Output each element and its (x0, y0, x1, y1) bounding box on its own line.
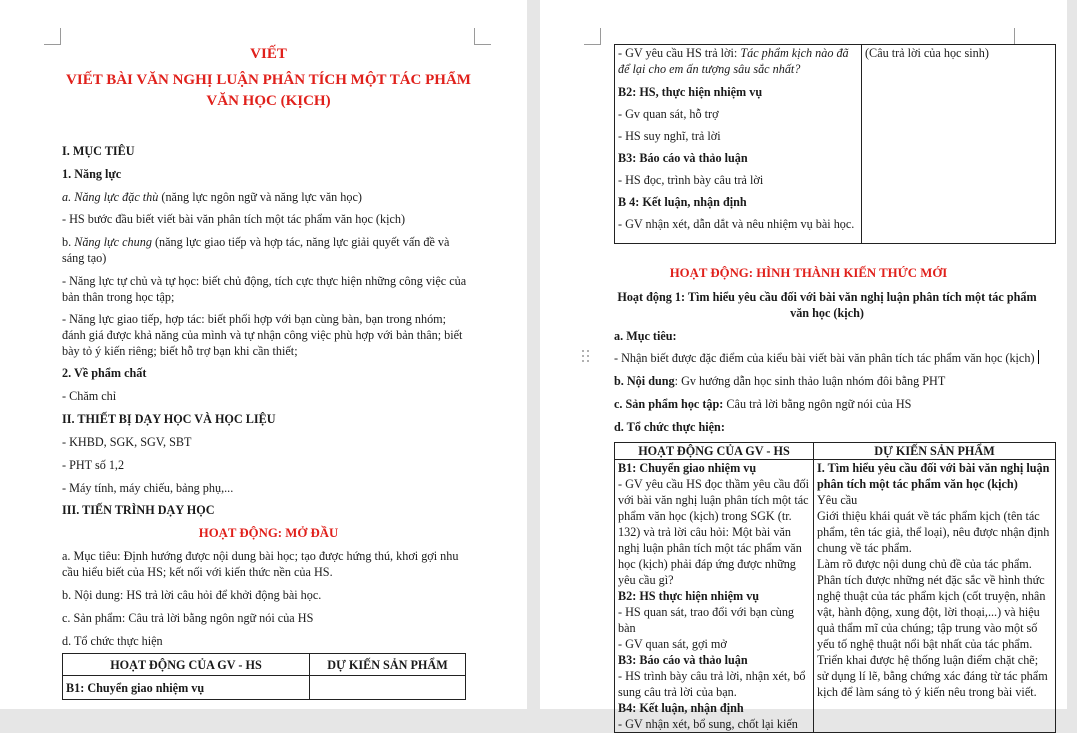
activity-heading-warmup: HOẠT ĐỘNG: MỞ ĐẦU (198, 526, 339, 540)
doc-title-line1: VIẾT (250, 46, 287, 62)
drag-handle-icon[interactable] (582, 350, 590, 364)
text-cursor (1038, 350, 1040, 364)
requirement-line: Phân tích được những nét đặc sắc về hình thức nghệ thuật của tác phẩm kịch (cốt truyện, nhân vật, hành động, xung đột, lời thoại,...) và hiệu quả thẩm mĩ của chúng; tập trung vào một số yếu tố nghệ thuật nổi bật nhất của tác phẩm. (817, 573, 1046, 651)
table-header-product: DỰ KIẾN SẢN PHẨM (310, 654, 466, 676)
specific-competence-label: a. Năng lực đặc thù (62, 190, 159, 204)
table-cell-empty (310, 676, 466, 700)
step-line: B1: Chuyển giao nhiệm vụ (618, 461, 757, 475)
step-line: B4: Kết luận, nhận định (618, 701, 744, 715)
product-line (614, 396, 911, 412)
requirement-line: Giới thiệu khái quát về tác phẩm kịch (tên tác phẩm, tên tác giả, thể loại), nêu được nhận định chung về tác phẩm. (817, 509, 1050, 555)
general-competence-text: (năng lực giao tiếp và hợp tác, năng lực giải quyết vấn đề và sáng tạo) (62, 235, 450, 265)
doc-title-line2: VIẾT BÀI VĂN NGHỊ LUẬN PHÂN TÍCH MỘT TÁC PHẨM (66, 72, 471, 88)
specific-competence-text: (năng lực ngôn ngữ và năng lực văn học) (158, 190, 362, 204)
table-cell-activity (615, 45, 862, 244)
step4-heading: B 4: Kết luận, nhận định (618, 195, 747, 209)
table-row-step1: B1: Chuyển giao nhiệm vụ (63, 676, 310, 700)
new-knowledge-table (614, 442, 1056, 733)
crop-mark-top-right (474, 28, 491, 45)
subsection-qualities: 2. Về phẩm chất (62, 366, 147, 380)
crop-mark-top-left (584, 28, 601, 45)
general-competence-item-1: - Năng lực tự chủ và tự học: biết chủ động, tích cực thực hiện những công việc của bản thân trong học tập; (62, 274, 467, 304)
content-text: : Gv hướng dẫn học sinh thảo luận nhóm đôi bằng PHT (674, 374, 946, 388)
table-cell-steps (615, 460, 814, 733)
activity-1-title: Hoạt động 1: Tìm hiểu yêu cầu đối với bài văn nghị luận phân tích một tác phẩm văn học (kịch) (617, 290, 1037, 320)
goal-item-text: - Nhận biết được đặc điểm của kiểu bài viết bài văn phân tích tác phẩm văn học (kịch) (614, 351, 1035, 365)
specific-competence-item: - HS bước đầu biết viết bài văn phân tích một tác phẩm văn học (kịch) (62, 212, 406, 226)
step-line: - GV yêu cầu HS đọc thầm yêu cầu đối với bài văn nghị luận phân tích một tác phẩm văn học (kịch) trong SGK (tr. 132) và trả lời câu hỏi: Một bài văn nghị luận phân tích một tác phẩm văn học (kịch) phải đáp ứng được những yêu cầu gì? (618, 477, 810, 587)
table-cell-answer: (Câu trả lời của học sinh) (862, 45, 1056, 244)
goal-item (614, 350, 1039, 366)
content-line (614, 373, 945, 389)
goal-heading: a. Mục tiêu: (614, 329, 677, 343)
section-procedure: III. TIẾN TRÌNH DẠY HỌC (62, 503, 215, 517)
warmup-table (62, 653, 466, 700)
requirement-line: I. Tìm hiểu yêu cầu đối với bài văn nghị luận phân tích một tác phẩm văn học (kịch) (817, 461, 1050, 491)
question-line (618, 45, 858, 77)
organization-heading: d. Tổ chức thực hiện: (614, 420, 725, 434)
question-prefix: - GV yêu cầu HS trả lời: (618, 46, 741, 60)
step4-item: - GV nhận xét, dẫn dắt và nêu nhiệm vụ bài học. (618, 217, 855, 231)
step-line: - GV nhận xét, bổ sung, chốt lại kiến (618, 717, 798, 731)
subsection-competence: 1. Năng lực (62, 167, 122, 181)
warmup-table-continued (614, 44, 1056, 244)
section-equipment: II. THIẾT BỊ DẠY HỌC VÀ HỌC LIỆU (62, 412, 276, 426)
general-competence-item-2: - Năng lực giao tiếp, hợp tác: biết phối hợp với bạn cùng bàn, bạn trong nhóm; đánh giá được khả năng của mình và tự nhận công việc phù hợp với bản thân; biết bày tỏ ý kiến riêng; biết hỗ trợ bạn khi cần thiết; (62, 312, 463, 358)
product-text: Câu trả lời bằng ngôn ngữ nói của HS (723, 397, 912, 411)
content-label: b. Nội dung (614, 374, 675, 388)
general-competence (62, 234, 470, 266)
section-objectives: I. MỤC TIÊU (62, 144, 135, 158)
requirement-line: Yêu cầu (817, 493, 858, 507)
question-text: Tác phẩm kịch nào đã để lại cho em ấn tượng sâu sắc nhất? (618, 46, 849, 76)
step2-heading: B2: HS, thực hiện nhiệm vụ (618, 85, 763, 99)
step-line: - GV quan sát, gợi mở (618, 637, 727, 651)
crop-mark-top-right (1014, 28, 1031, 45)
qualities-item: - Chăm chỉ (62, 389, 117, 403)
general-competence-prefix: b. (62, 235, 75, 249)
general-competence-label: Năng lực chung (74, 235, 152, 249)
document-page-2 (540, 0, 1067, 731)
step-line: B3: Báo cáo và thảo luận (618, 653, 748, 667)
warmup-organization: d. Tổ chức thực hiện (62, 634, 163, 648)
step3-heading: B3: Báo cáo và thảo luận (618, 151, 748, 165)
equipment-item-2: - PHT số 1,2 (62, 458, 125, 472)
table-header-activity: HOẠT ĐỘNG CỦA GV - HS (615, 443, 814, 460)
specific-competence (62, 189, 362, 205)
equipment-item-3: - Máy tính, máy chiếu, bảng phụ,... (62, 481, 234, 495)
requirement-line: Làm rõ được nội dung chủ đề của tác phẩm. (817, 557, 1032, 571)
table-cell-requirements (814, 460, 1056, 733)
crop-mark-top-left (44, 28, 61, 45)
warmup-content: b. Nội dung: HS trả lời câu hỏi để khởi động bài học. (62, 588, 322, 602)
table-header-activity: HOẠT ĐỘNG CỦA GV - HS (63, 654, 310, 676)
step-line: - HS quan sát, trao đổi với bạn cùng bàn (618, 605, 795, 635)
warmup-product: c. Sản phẩm: Câu trả lời bằng ngôn ngữ nói của HS (62, 611, 314, 625)
step-line: B2: HS thực hiện nhiệm vụ (618, 589, 760, 603)
document-page-1 (0, 0, 527, 709)
doc-title-line3: VĂN HỌC (KỊCH) (206, 93, 331, 109)
table-header-product: DỰ KIẾN SẢN PHẨM (814, 443, 1056, 460)
step2-item-2: - HS suy nghĩ, trả lời (618, 129, 721, 143)
product-label: c. Sản phẩm học tập: (614, 397, 724, 411)
equipment-item-1: - KHBD, SGK, SGV, SBT (62, 435, 192, 449)
warmup-goal: a. Mục tiêu: Định hướng được nội dung bài học; tạo được hứng thú, khơi gợi nhu cầu hiểu biết của HS; kết nối với kiến thức nền của HS. (62, 549, 459, 579)
step2-item-1: - Gv quan sát, hỗ trợ (618, 107, 719, 121)
requirement-line: Triển khai được hệ thống luận điểm chặt chẽ; sử dụng lí lẽ, bằng chứng xác đáng từ tác phẩm kịch để làm sáng tỏ ý kiến nêu trong bài viết. (817, 653, 1048, 699)
step-line: - HS trình bày câu trả lời, nhận xét, bổ sung câu trả lời của bạn. (618, 669, 806, 699)
step3-item: - HS đọc, trình bày câu trả lời (618, 173, 764, 187)
activity-heading-new-knowledge: HOẠT ĐỘNG: HÌNH THÀNH KIẾN THỨC MỚI (669, 266, 948, 280)
